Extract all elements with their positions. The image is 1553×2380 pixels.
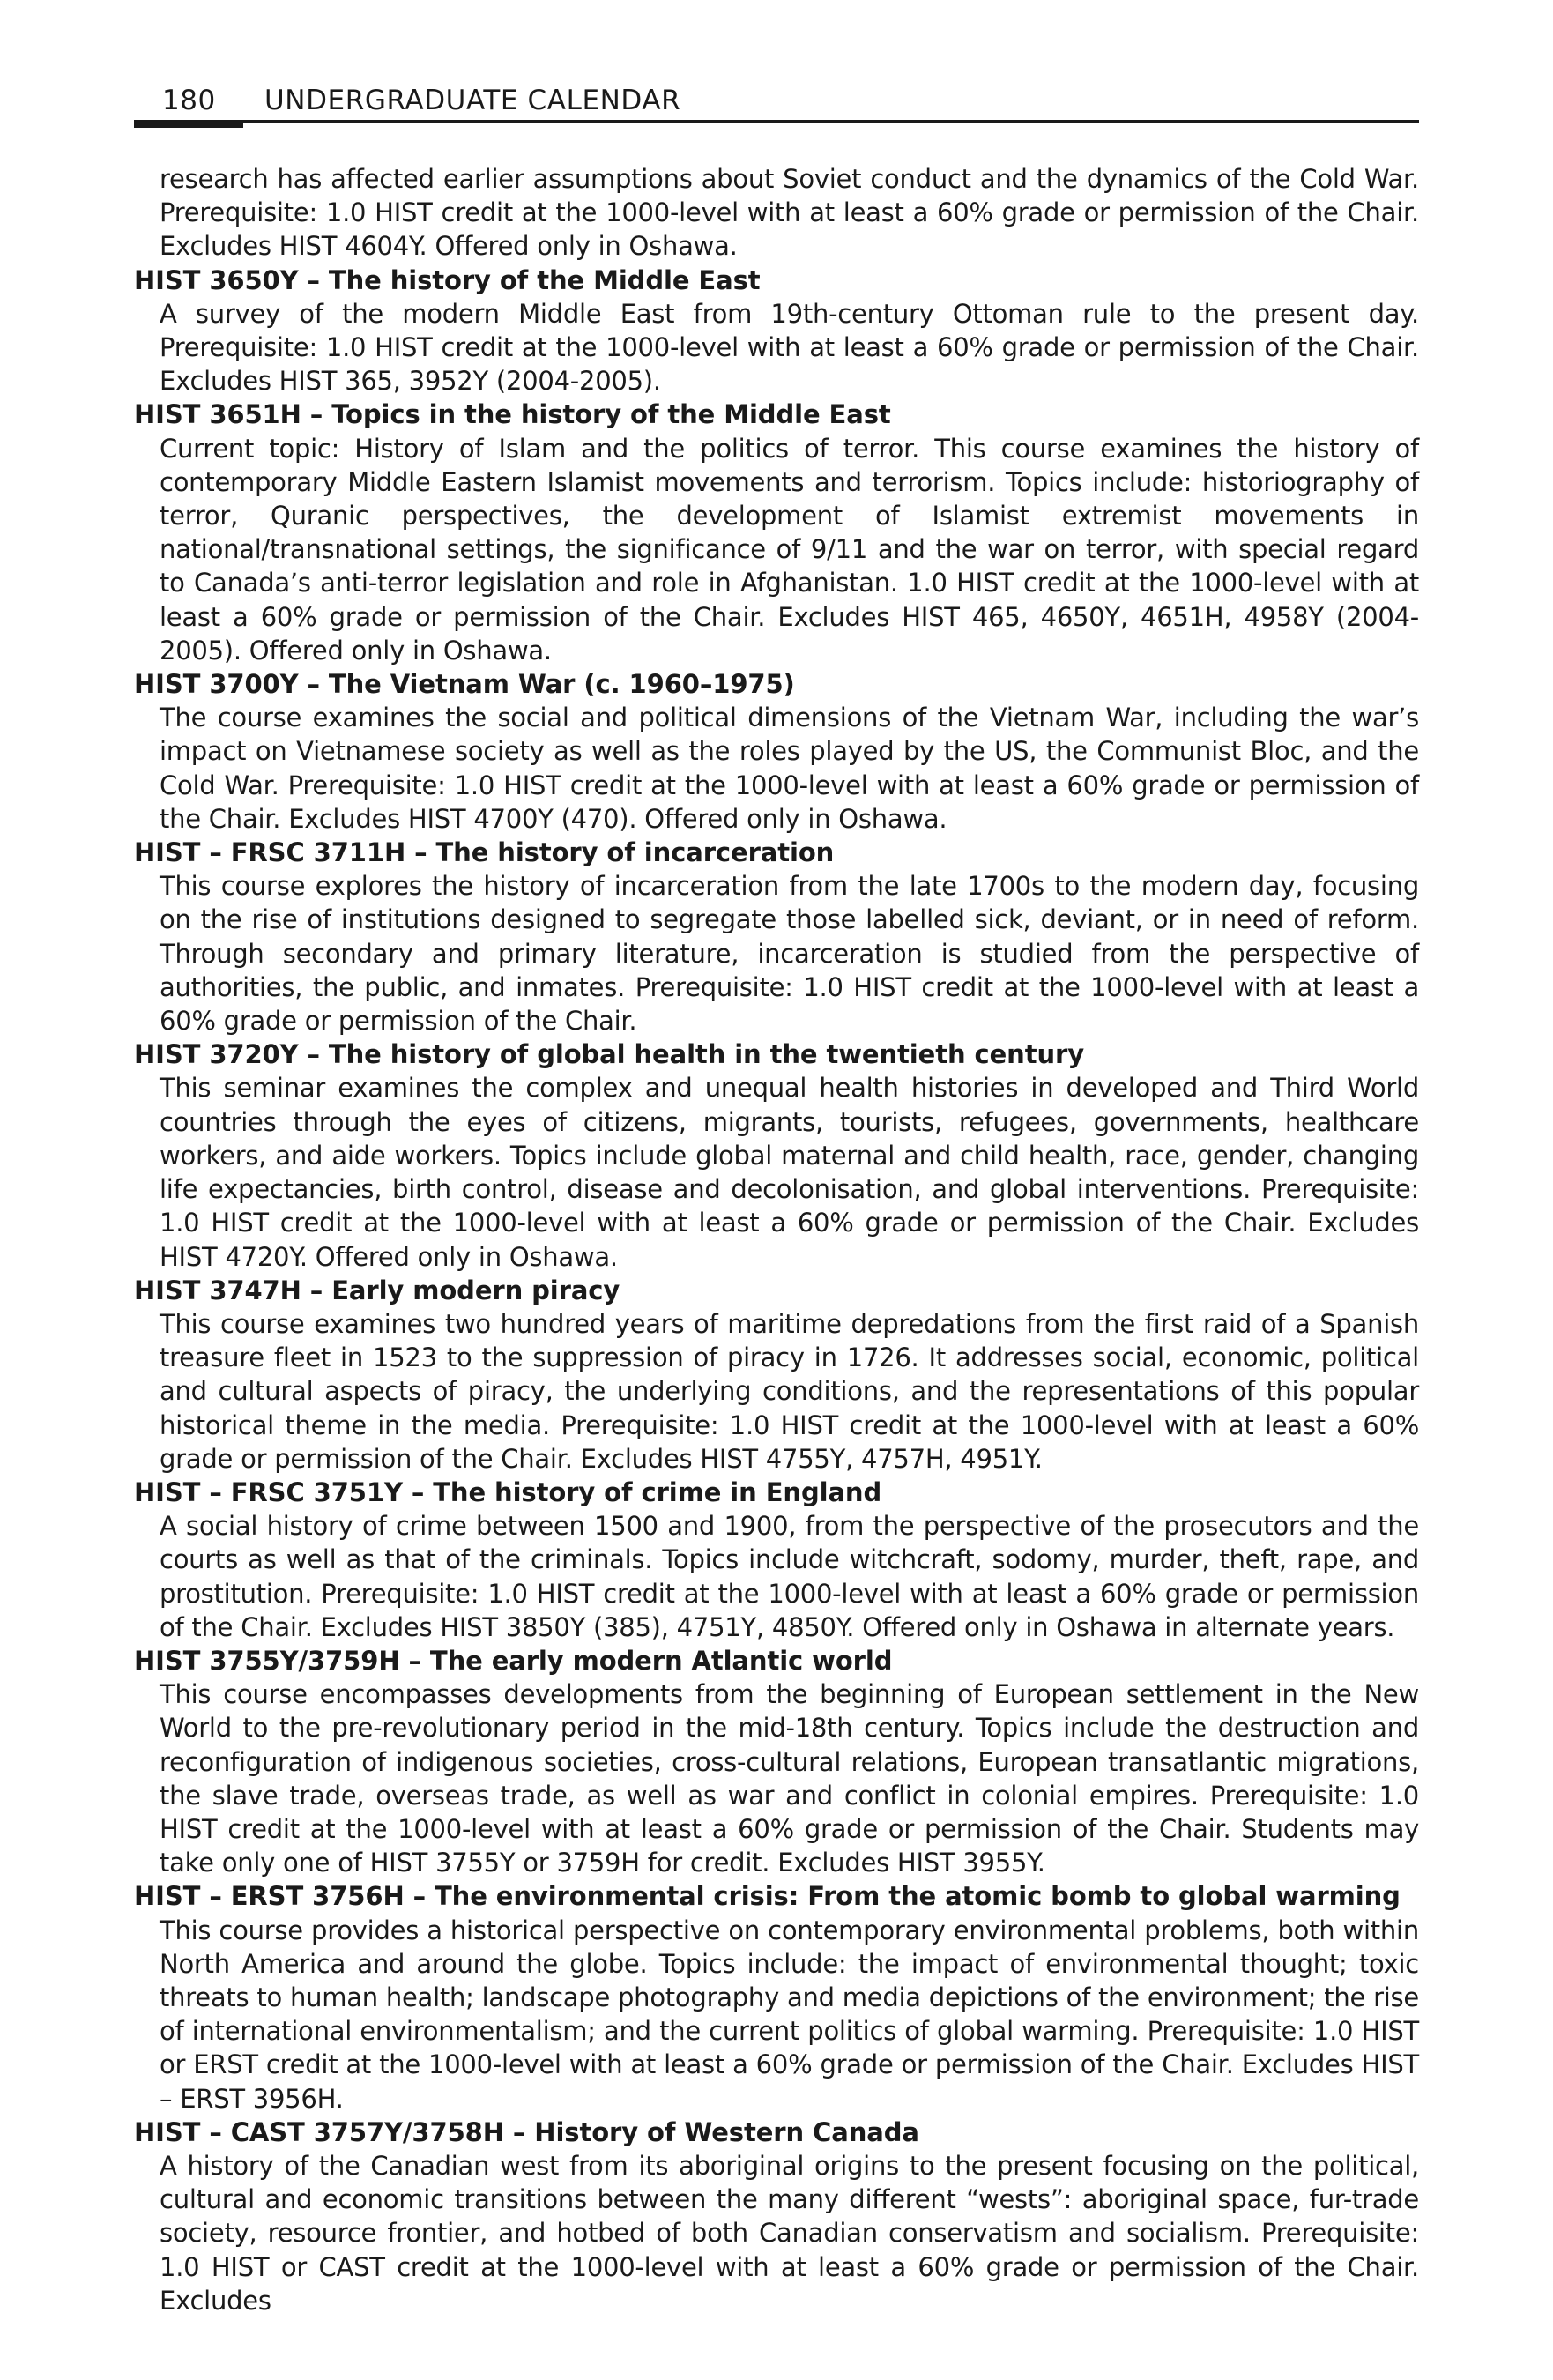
- course-title: HIST 3755Y/3759H – The early modern Atlantic world: [134, 1645, 893, 1676]
- course-description: This course encompasses developments from the beginning of European settlement in the New World to the pre-revolutionary period in the mid-18th century. Topics include the destruction and reconfiguration of indigenous societies, cross-cultural relations, European transatlantic migrations, the slave trade, overseas trade, as well as war and conflict in colonial empires. Prerequisite: 1.0 HIST credit at the 1000-level with at least a 60% grade or permission of the Chair. Students may take only one of HIST 3755Y or 3759H for credit. Excludes HIST 3955Y.: [160, 1679, 1419, 1878]
- header-rule-tab: [134, 120, 243, 128]
- course-title: HIST 3651H – Topics in the history of the Middle East: [134, 399, 891, 430]
- course-title: HIST – ERST 3756H – The environmental crisis: From the atomic bomb to global warming: [134, 1881, 1401, 1912]
- page-number: 180: [162, 85, 216, 116]
- course-description: Current topic: History of Islam and the politics of terror. This course examines the history of contemporary Middle Eastern Islamist movements and terrorism. Topics include: historiography of terror, Quranic perspectives, the development of Islamist extremist movements in national/transnational settings, the significance of 9/11 and the war on terror, with special regard to Canada’s anti-terror legislation and role in Afghanistan. 1.0 HIST credit at the 1000-level with at least a 60% grade or permission of the Chair. Excludes HIST 465, 4650Y, 4651H, 4958Y (2004-2005). Offered only in Oshawa.: [160, 433, 1419, 666]
- course-description: A survey of the modern Middle East from 19th-century Ottoman rule to the present day. Prerequisite: 1.0 HIST credit at the 1000-level with at least a 60% grade or permission of the Chair. Excludes HIST 365, 3952Y (2004-2005).: [160, 298, 1419, 397]
- course-title: HIST 3720Y – The history of global health in the twentieth century: [134, 1039, 1085, 1070]
- course-description: This course provides a historical perspective on contemporary environmental problems, both within North America and around the globe. Topics include: the impact of environmental thought; toxic threats to human health; landscape photography and media depictions of the environment; the rise of international environmentalism; and the current politics of global warming. Prerequisite: 1.0 HIST or ERST credit at the 1000-level with at least a 60% grade or permission of the Chair. Excludes HIST – ERST 3956H.: [160, 1915, 1419, 2114]
- running-title: UNDERGRADUATE CALENDAR: [264, 85, 681, 116]
- course-title: HIST 3650Y – The history of the Middle East: [134, 264, 761, 295]
- header-rule: [134, 120, 1419, 123]
- page-header: [134, 83, 1419, 123]
- course-description: A history of the Canadian west from its aboriginal origins to the present focusing on the political, cultural and economic transitions between the many different “wests”: aboriginal space, fur-trade society, resource frontier, and hotbed of both Canadian conservatism and socialism. Prerequisite: 1.0 HIST or CAST credit at the 1000-level with at least a 60% grade or permission of the Chair. Excludes: [160, 2150, 1419, 2316]
- continued-description: research has affected earlier assumptions about Soviet conduct and the dynamics of the Cold War. Prerequisite: 1.0 HIST credit at the 1000-level with at least a 60% grade or permission of the Chair. Excludes HIST 4604Y. Offered only in Oshawa.: [160, 164, 1419, 262]
- course-title: HIST – CAST 3757Y/3758H – History of Western Canada: [134, 2116, 919, 2147]
- course-listing: [134, 162, 1419, 2317]
- course-description: This course examines two hundred years of maritime depredations from the first raid of a Spanish treasure fleet in 1523 to the suppression of piracy in 1726. It addresses social, economic, political and cultural aspects of piracy, the underlying conditions, and the representations of this popular historical theme in the media. Prerequisite: 1.0 HIST credit at the 1000-level with at least a 60% grade or permission of the Chair. Excludes HIST 4755Y, 4757H, 4951Y.: [160, 1308, 1419, 1474]
- course-description: This seminar examines the complex and unequal health histories in developed and Third World countries through the eyes of citizens, migrants, tourists, refugees, governments, healthcare workers, and aide workers. Topics include global maternal and child health, race, gender, changing life expectancies, birth control, disease and decolonisation, and global interventions. Prerequisite: 1.0 HIST credit at the 1000-level with at least a 60% grade or permission of the Chair. Excludes HIST 4720Y. Offered only in Oshawa.: [160, 1073, 1419, 1272]
- course-title: HIST – FRSC 3711H – The history of incarceration: [134, 837, 835, 868]
- course-title: HIST – FRSC 3751Y – The history of crime in England: [134, 1476, 882, 1507]
- course-title: HIST 3747H – Early modern piracy: [134, 1275, 620, 1305]
- course-description: A social history of crime between 1500 and 1900, from the perspective of the prosecutors and the courts as well as that of the criminals. Topics include witchcraft, sodomy, murder, theft, rape, and prostitution. Prerequisite: 1.0 HIST credit at the 1000-level with at least a 60% grade or permission of the Chair. Excludes HIST 3850Y (385), 4751Y, 4850Y. Offered only in Oshawa in alternate years.: [160, 1511, 1419, 1642]
- course-description: This course explores the history of incarceration from the late 1700s to the modern day, focusing on the rise of institutions designed to segregate those labelled sick, deviant, or in need of reform. Through secondary and primary literature, incarceration is studied from the perspective of authorities, the public, and inmates. Prerequisite: 1.0 HIST credit at the 1000-level with at least a 60% grade or permission of the Chair.: [160, 871, 1419, 1037]
- course-title: HIST 3700Y – The Vietnam War (c. 1960–1975): [134, 669, 795, 700]
- course-description: The course examines the social and political dimensions of the Vietnam War, including the war’s impact on Vietnamese society as well as the roles played by the US, the Communist Bloc, and the Cold War. Prerequisite: 1.0 HIST credit at the 1000-level with at least a 60% grade or permission of the Chair. Excludes HIST 4700Y (470). Offered only in Oshawa.: [160, 703, 1419, 834]
